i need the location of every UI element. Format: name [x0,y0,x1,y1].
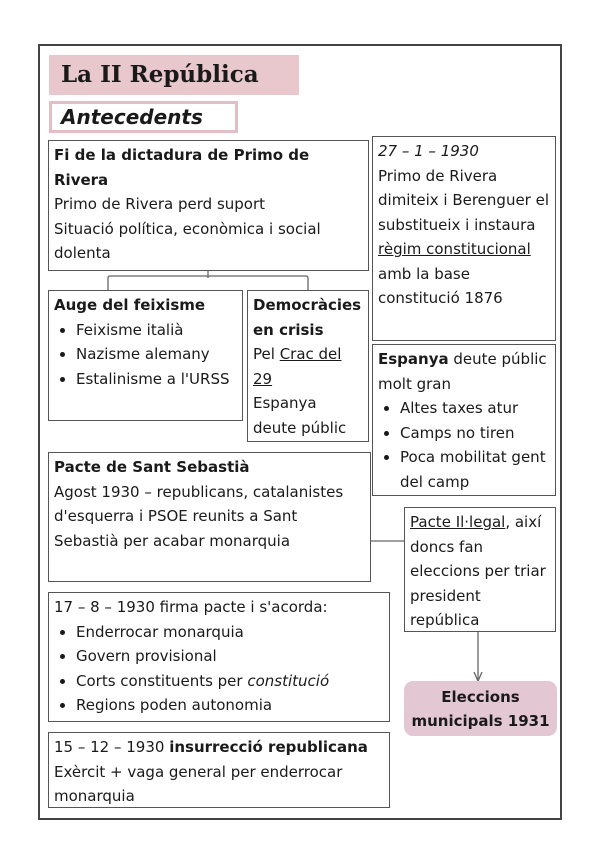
dictadura-line1: Primo de Rivera perd suport [54,195,266,213]
illegal-text [410,510,550,633]
espanya-box [372,344,556,496]
firma-box [48,592,390,722]
insurreccio-box [48,732,390,808]
illegal-box [404,507,556,632]
date-box-text1: Primo de Rivera dimiteix i Berenguer el substitueix i instaura [378,166,550,234]
pacte-text: Agost 1930 – republicans, catalanistes d'esquerra i PSOE reunits a Sant Sebastià per acabar monarquia [54,482,344,550]
pacte-illegal-link: Pacte Il·legal [410,513,506,531]
insurreccio-date: 15 – 12 – 1930 [54,738,170,756]
list-item: • Poca mobilitat gent del camp [400,445,550,494]
corts-text: Corts constituents per [76,671,248,690]
feixisme-list [54,318,237,392]
date-box-text [378,164,550,311]
list-item: • Enderrocar monarquia [76,620,384,645]
illegal-rest: , així doncs fan eleccions per triar president república [410,513,546,629]
list-item: • Feixisme italià [76,318,237,343]
democracies-crac [253,342,363,391]
insurreccio-bold: insurrecció republicana [169,738,368,756]
democracies-prefix: Pel [253,345,280,363]
dictadura-box [48,140,369,271]
dictadura-heading: Fi de la dictadura de Primo de Rivera [54,146,310,189]
feixisme-heading: Auge del feixisme [54,296,206,314]
espanya-list [378,396,550,494]
eleccions-badge [404,681,557,736]
espanya-line [378,347,550,396]
firma-list [54,620,384,718]
pacte-box [48,452,371,582]
crac-del-29-link: Crac del 29 [253,345,342,388]
firma-intro: 17 – 8 – 1930 firma pacte i s'acorda: [54,598,328,616]
section-subtitle: Antecedents [49,101,238,133]
pacte-heading: Pacte de Sant Sebastià [54,458,250,476]
democracies-line2: Espanya deute públic [253,394,347,437]
page-title: La II República [49,55,299,95]
democracies-box [247,290,369,442]
list-item [76,669,384,694]
list-item: • Nazisme alemany [76,342,237,367]
list-item: • Altes taxes atur [400,396,550,421]
corts-italic: constitució [247,671,330,690]
feixisme-box [48,290,243,421]
date-box [372,136,556,341]
insurreccio-line1 [54,735,384,760]
date-box-text2: amb la base constitució 1876 [378,264,503,307]
date-box-date: 27 – 1 – 1930 [378,142,479,160]
espanya-text: deute públic molt gran [378,350,547,393]
insurreccio-text: Exèrcit + vaga general per enderrocar monarquia [54,762,343,805]
list-item: • Regions poden autonomia [76,693,384,718]
dictadura-line2: Situació política, econòmica i social dolenta [54,219,321,262]
list-item: • Estalinisme a l'URSS [76,367,237,392]
list-item: • Govern provisional [76,644,384,669]
regim-constitucional-link: règim constitucional [378,240,531,258]
branch-connector [108,271,308,290]
espanya-bold: Espanya [378,350,449,368]
eleccions-line2: municipals 1931 [411,712,550,730]
list-item: • Camps no tiren [400,421,550,446]
democracies-heading: Democràcies en crisis [253,296,362,339]
eleccions-line1: Eleccions [441,688,520,706]
